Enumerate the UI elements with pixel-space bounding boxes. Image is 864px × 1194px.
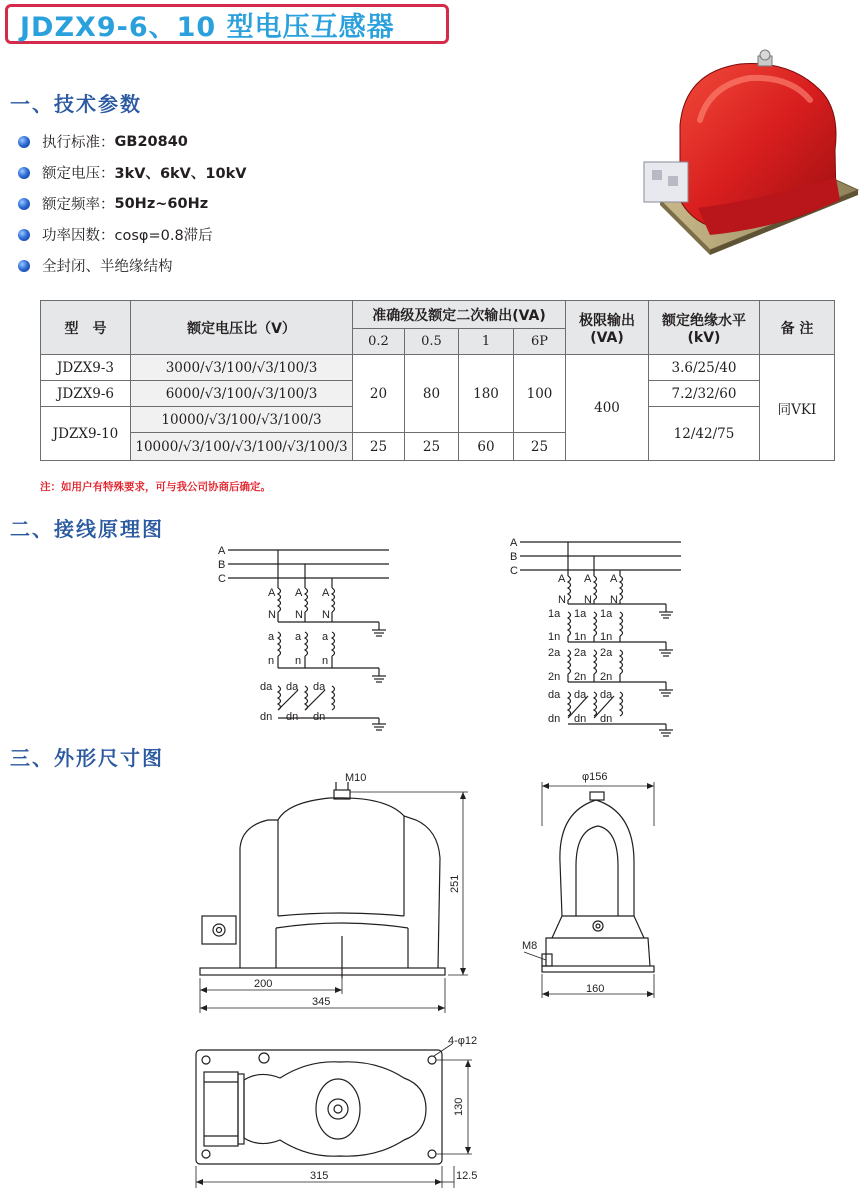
terminal-label: n	[322, 655, 329, 667]
cell-insulation: 12/42/75	[649, 407, 760, 461]
terminal-label: A	[610, 573, 618, 585]
terminal-label: A	[295, 587, 303, 599]
bullet-value: 3kV、6kV、10kV	[114, 166, 247, 182]
spec-bullet-list	[18, 126, 246, 281]
cell-remark: 同VKI	[760, 355, 835, 461]
title-box	[5, 4, 449, 44]
terminal-label: 1a	[574, 608, 587, 620]
terminal-label: da	[286, 681, 299, 693]
cell-output: 25	[353, 433, 405, 461]
cell-output: 25	[405, 433, 459, 461]
terminal-label: 1n	[600, 631, 613, 643]
terminal-label: 1a	[600, 608, 613, 620]
terminal-label: 1n	[548, 631, 561, 643]
terminal-label: dn	[600, 713, 613, 725]
bullet-icon	[18, 198, 30, 210]
dim-width-200: 200	[254, 978, 273, 990]
terminal-label: n	[268, 655, 275, 667]
terminal-label: A	[584, 573, 592, 585]
section-wiring-heading: 二、接线原理图	[10, 517, 164, 541]
product-photo	[640, 50, 862, 260]
cell-insulation: 3.6/25/40	[649, 355, 760, 381]
cell-ratio: 10000/√3/100/√3/100/3	[131, 407, 353, 433]
terminal-label: 1n	[574, 631, 587, 643]
header-ratio: 额定电压比（V）	[131, 301, 353, 355]
dim-width-345: 345	[312, 996, 331, 1008]
bullet-standard	[18, 126, 246, 157]
bullet-structure	[18, 250, 246, 281]
header-model: 型 号	[41, 301, 131, 355]
class-6p: 6P	[514, 329, 566, 355]
terminal-label: N	[295, 609, 303, 621]
terminal-label: dn	[548, 713, 561, 725]
terminal-label: da	[548, 689, 561, 701]
table-note: 注：如用户有特殊要求，可与我公司协商后确定。	[40, 481, 271, 493]
terminal-label: a	[322, 631, 329, 643]
bullet-power-factor	[18, 219, 246, 250]
cell-output: 80	[405, 355, 459, 433]
bullet-icon	[18, 229, 30, 241]
dim-diameter-156: φ156	[582, 771, 608, 783]
terminal-label: dn	[286, 711, 299, 723]
cell-output: 100	[514, 355, 566, 433]
terminal-label: A	[558, 573, 566, 585]
terminal-label: 2n	[548, 671, 561, 683]
terminal-label: 2n	[600, 671, 613, 683]
bullet-label: 功率因数：	[42, 228, 115, 244]
class-0-5: 0.5	[405, 329, 459, 355]
dim-offset-12-5: 12.5	[456, 1170, 478, 1182]
cell-ratio: 3000/√3/100/√3/100/3	[131, 355, 353, 381]
cell-output: 60	[459, 433, 514, 461]
bullet-frequency	[18, 188, 246, 219]
terminal-label: da	[260, 681, 273, 693]
terminal-label: 2a	[600, 647, 613, 659]
terminal-label: A	[322, 587, 330, 599]
terminal-label: n	[295, 655, 302, 667]
terminal-label: dn	[260, 711, 273, 723]
terminal-label: a	[268, 631, 275, 643]
terminal-label: dn	[574, 713, 587, 725]
header-remark: 备 注	[760, 301, 835, 355]
bullet-value: 50Hz~60Hz	[114, 195, 209, 212]
cell-ratio: 10000/√3/100/√3/100/√3/100/3	[131, 433, 353, 461]
dim-width-160: 160	[586, 983, 605, 995]
terminal-label: da	[574, 689, 587, 701]
terminal-label: da	[600, 689, 613, 701]
phase-label: A	[218, 545, 226, 557]
wiring-diagram-right	[506, 532, 690, 738]
cell-output: 20	[353, 355, 405, 433]
section-dimensions-heading: 三、外形尺寸图	[10, 746, 164, 770]
cell-model: JDZX9-10	[41, 407, 131, 461]
bullet-icon	[18, 136, 30, 148]
terminal-label: N	[322, 609, 330, 621]
terminal-label: 2a	[574, 647, 587, 659]
wiring-diagram-left	[214, 540, 394, 730]
phase-label: B	[510, 551, 518, 563]
bullet-label: 执行标准：	[42, 135, 115, 151]
bullet-label: 额定频率：	[42, 197, 115, 213]
terminal-label: 2a	[548, 647, 561, 659]
terminal-label: da	[313, 681, 326, 693]
cell-output: 25	[514, 433, 566, 461]
page-title: JDZX9-6、10 型电压互感器	[20, 11, 395, 43]
terminal-label: dn	[313, 711, 326, 723]
bullet-value: GB20840	[114, 133, 188, 150]
terminal-label: a	[295, 631, 302, 643]
cell-model: JDZX9-6	[41, 381, 131, 407]
terminal-label: N	[558, 594, 566, 606]
section-tech-heading: 一、技术参数	[10, 92, 142, 116]
phase-label: C	[510, 565, 518, 577]
bullet-label: 全封闭、半绝缘结构	[42, 259, 173, 275]
side-view-drawing	[522, 766, 672, 1006]
cell-output: 180	[459, 355, 514, 433]
dim-m10: M10	[345, 772, 367, 784]
terminal-label: 1a	[548, 608, 561, 620]
top-view-drawing	[190, 1030, 490, 1192]
table-row	[41, 355, 835, 381]
bullet-voltage	[18, 157, 246, 188]
front-view-drawing	[190, 768, 480, 1018]
header-limit: 极限输出(VA)	[566, 301, 649, 355]
spec-table	[40, 300, 835, 461]
terminal-label: A	[268, 587, 276, 599]
header-insulation: 额定绝缘水平(kV)	[649, 301, 760, 355]
bullet-label: 额定电压：	[42, 166, 115, 182]
bullet-icon	[18, 167, 30, 179]
dim-height-251: 251	[449, 874, 461, 893]
dim-width-315: 315	[310, 1170, 329, 1182]
class-0-2: 0.2	[353, 329, 405, 355]
bullet-icon	[18, 260, 30, 272]
phase-label: A	[510, 537, 518, 549]
phase-label: B	[218, 559, 226, 571]
dim-m8: M8	[522, 940, 538, 952]
terminal-label: N	[610, 594, 618, 606]
cell-model: JDZX9-3	[41, 355, 131, 381]
dim-height-130: 130	[453, 1097, 465, 1116]
phase-label: C	[218, 573, 226, 585]
cell-ratio: 6000/√3/100/√3/100/3	[131, 381, 353, 407]
bullet-value: cosφ=0.8滞后	[114, 228, 213, 244]
class-1: 1	[459, 329, 514, 355]
terminal-label: 2n	[574, 671, 587, 683]
cell-limit: 400	[566, 355, 649, 461]
terminal-label: N	[584, 594, 592, 606]
dim-holes-4-phi12: 4-φ12	[448, 1035, 478, 1047]
header-accuracy: 准确级及额定二次输出(VA)	[353, 301, 566, 329]
terminal-label: N	[268, 609, 276, 621]
cell-insulation: 7.2/32/60	[649, 381, 760, 407]
